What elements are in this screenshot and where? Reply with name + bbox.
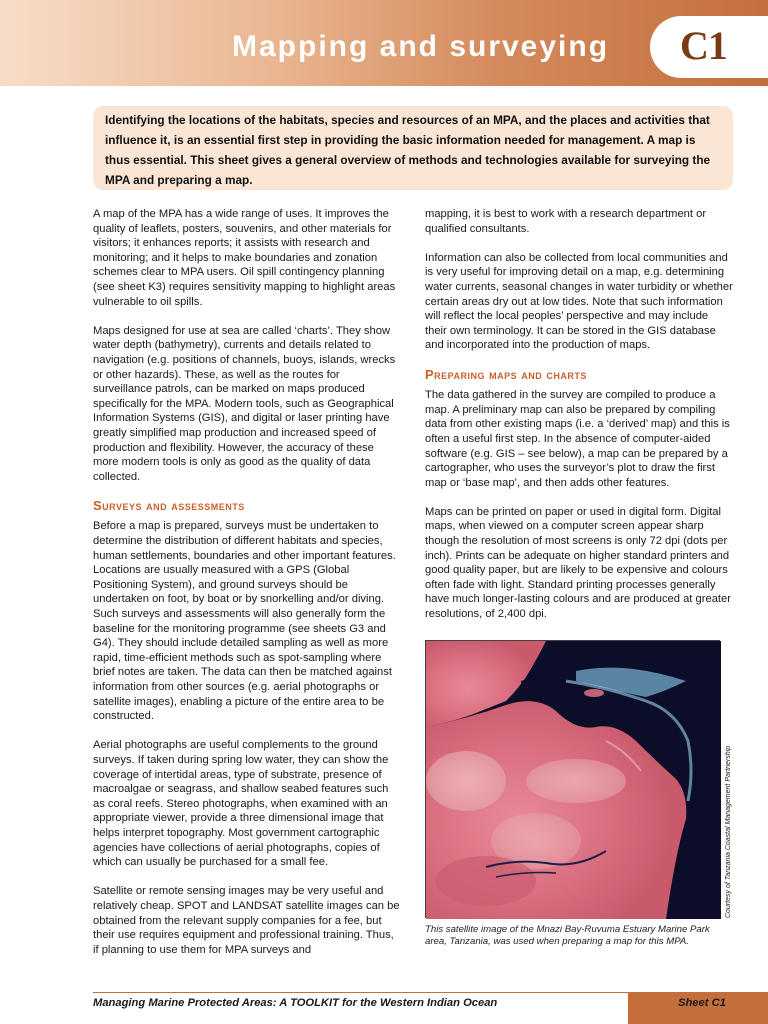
- paragraph: A map of the MPA has a wide range of uses. It improves the quality of leaflets, posters, souvenirs, and other materials for visitors; it enhances reports; it assists with research and monitoring; and it helps to make boundaries and zonation schemes clear to MPA users. Oil spill contingency planning (see sheet K3) requires sensitivity mapping to highlight areas vulnerable to oil spills.: [93, 208, 396, 308]
- section-heading-maps: Preparing maps and charts: [425, 366, 587, 382]
- paragraph: Maps can be printed on paper or used in digital form. Digital maps, when viewed on a computer screen appear sharp though the resolution of most screens is only 72 dpi (dots per inch). Prints can be adequate on higher standard printers and good quality paper, but are likely to be expensive and colours often fade with light. Standard printing processes generally have much longer-lasting colours and are produced at greater resolutions, of 2,400 dpi.: [425, 505, 731, 621]
- paragraph: Information can also be collected from local communities and is very useful for improving detail on a map, e.g. determining water currents, seasonal changes in water turbidity or whether certain areas dry out at low tides. Note that such information will reflect the local peoples’ perspective and may include their own terminology. It can be stored in the GIS database and incorporated into the production of maps.: [425, 251, 733, 352]
- left-column: [93, 207, 400, 972]
- section-heading-surveys: Surveys and assessments: [93, 497, 245, 513]
- satellite-image-graphic: [426, 641, 721, 919]
- paragraph: Aerial photographs are useful complements to the ground surveys. If taken during spring low water, they can show the coverage of intertidal areas, type of substrate, presence of macroalgae or seagrass, and shallow seabed features such as coral reefs. Stereo photographs, when examined with an appropriate viewer, provide a three dimensional image that helps interpret topography. Most government cartographic agencies have collections of aerial photographs, copies of which can usually be purchased for a small fee.: [93, 739, 389, 869]
- paragraph: Before a map is prepared, surveys must be undertaken to determine the distribution of different habitats and species, human settlements, boundaries and other important features. Locations are usually measured with a GPS (Global Positioning System), and ground surveys should be undertaken on foot, by boat or by snorkelling and/or diving. Such surveys and assessments will also generally form the baseline for the monitoring programme (see sheets G3 and G4). They should include detailed sampling as well as more rapid, time-efficient methods such as spot-sampling where brief notes are taken. The data can then be matched against information from other sources (e.g. aerial photographs or satellite images), enabling a picture of the entire area to be constructed.: [93, 520, 396, 723]
- paragraph: The data gathered in the survey are compiled to produce a map. A preliminary map can also be prepared by compiling data from other existing maps (i.e. a ‘derived’ map) and this is often a useful first step. In the absence of computer-aided software (e.g. GIS – see below), a map can be prepared by a cartographer, who uses the surveyor’s plot to draw the first map or ‘base map’, and then adds other features.: [425, 389, 730, 489]
- satellite-image: [425, 640, 720, 918]
- sheet-code: C1: [680, 23, 727, 68]
- right-column: [425, 207, 733, 636]
- image-credit: Courtesy of Tanzania Coastal Management Partnership: [725, 745, 732, 918]
- footer-divider: [93, 992, 628, 993]
- page-title: Mapping and surveying: [232, 30, 610, 63]
- paragraph: Satellite or remote sensing images may be very useful and relatively cheap. SPOT and LANDSAT satellite images can be obtained from the relevant supply companies for a fee, but their use requires equipment and professional training. Thus, if planning to use them for MPA surveys and: [93, 885, 400, 956]
- image-caption: This satellite image of the Mnazi Bay-Ruvuma Estuary Marine Park area, Tanzania, was used when preparing a map for this MPA.: [425, 924, 710, 947]
- intro-text: Identifying the locations of the habitats, species and resources of an MPA, and the places and activities that influence it, is an essential first step in providing the basic information needed for management. A map is thus essential. This sheet gives a general overview of methods and technologies available for surveying the MPA and preparing a map.: [105, 113, 711, 187]
- paragraph: mapping, it is best to work with a research department or qualified consultants.: [425, 208, 707, 235]
- footer-title: Managing Marine Protected Areas: A TOOLKIT for the Western Indian Ocean: [93, 997, 498, 1009]
- footer-sheet-label: Sheet C1: [678, 997, 726, 1009]
- intro-box: [93, 106, 733, 190]
- paragraph: Maps designed for use at sea are called ‘charts’. They show water depth (bathymetry), currents and details related to navigation (e.g. positions of channels, buoys, islands, wrecks or other hazards). These, as well as the routes for surveillance patrols, can be marked on maps produced specifically for the MPA. Modern tools, such as Geographical Information Systems (GIS), and digital or laser printing have greatly simplified map production and increased speed of production and flexibility. However, the accuracy of these more modern tools is only as good as the quality of data collected.: [93, 324, 396, 483]
